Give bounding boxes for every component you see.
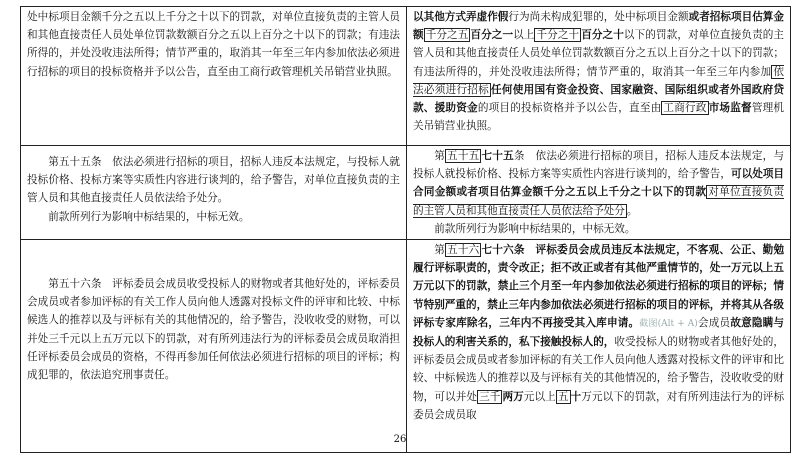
original-text-cell (21, 7, 407, 146)
original-article-55-clause-2: 前款所列行为影响中标结果的，中标无效。 (48, 210, 250, 223)
added-text: 七十五 (481, 150, 514, 162)
text-segment: 以上 (513, 29, 535, 42)
page-number: 26 (393, 434, 407, 445)
added-text: 可以处项目合同金额或者项目估算金额千分之五以上千分之十以下的罚款 (413, 168, 785, 199)
deleted-text-box: 千分之十 (536, 29, 580, 42)
text-segment: 会成员 (697, 316, 731, 329)
added-text: 十 (570, 390, 582, 403)
original-article-56: 第五十六条 评标委员会成员收受投标人的财物或者其他好处的，评标委员会成员或者参加评标的有关工作人员向他人透露对投标文件的评审和比较、中标候选人的推荐以及与评标有关的其他情况的，给予警告，没收收受的财物，可以并处三千元以上五万元以下的罚款，对有所列违法行为的评标委员会成员取消担任评标委员会成员的资格，不得再参加任何依法必须进行招标的项目的评标；构成犯罪的，依法追究刑事责任。 (27, 278, 400, 382)
deleted-text-box: 依法必须进行招标 (413, 65, 784, 96)
added-text: 两万 (502, 390, 524, 403)
original-text-cell (21, 146, 407, 240)
added-text: 故意隐瞒与投标人的利害关系的，私下接触投标人的， (413, 316, 785, 349)
deleted-text-box: 千分之五 (425, 29, 469, 42)
text-segment: 元以上 (523, 390, 556, 403)
table-row (21, 240, 791, 453)
revised-article-75-clause-2: 前款所列行为影响中标结果的，中标无效。 (434, 222, 636, 235)
text-segment: 条 依法必须进行招标的项目，招标人违反本法规定，与投标人就投标价格、投标方案等实质性内容进行谈判的，给予警告， (413, 150, 785, 181)
deleted-text-box: 三千 (479, 390, 501, 403)
revised-article-75 (413, 147, 784, 220)
added-text: 以其他方式弄虚作假 (413, 11, 509, 23)
added-text: 或者招标项目估算金额 (413, 11, 785, 42)
revised-article-76 (413, 241, 784, 424)
revised-text-cell (407, 240, 791, 453)
text-segment: 以下的罚款，对单位直接负责的主管人员和其他直接责任人员处单位罚款数额百分之五以上百分之十以下的罚款；有违法所得的，并处没收违法所得；情节严重的，取消其一年至三年内参加 (413, 29, 785, 78)
original-article-54-continued: 处中标项目金额千分之五以上千分之十以下的罚款，对单位直接负责的主管人员和其他直接责任人员处单位罚款数额百分之五以上百分之十以下的罚款；有违法所得的，并处没收违法所得；情节严重的，取消其一年至三年内参加依法必须进行招标的项目的投标资格并予以公告，直至由工商行政管理机关吊销营业执照。 (27, 11, 400, 78)
text-segment: 第 (434, 244, 446, 257)
table-row (21, 7, 791, 146)
added-text: 百分之一 (470, 29, 514, 42)
deleted-text-box: 对单位直接负责的主管人员和其他直接责任人员依法给予处分 (413, 186, 785, 217)
original-article-55: 第五十五条 依法必须进行招标的项目，招标人违反本法规定，与投标人就投标价格、投标方案等实质性内容进行谈判的，给予警告，对单位直接负责的主管人员和其他直接责任人员依法给予处分。 (27, 156, 400, 205)
comparison-table (20, 6, 791, 453)
deleted-text-box: 五十六 (447, 244, 480, 257)
added-text: 百分之十 (581, 29, 624, 42)
text-segment: 。 (626, 204, 638, 217)
revised-text-cell (407, 146, 791, 240)
text-segment: 的项目的投标资格并予以公告，直至由 (477, 102, 662, 115)
revised-article-54-continued (413, 8, 784, 135)
table-row (21, 146, 791, 240)
text-segment: 万元以下的罚款，对有所列违法行为的评标委员会成员取 (413, 390, 785, 421)
screenshot-tooltip: 截图(Alt + A) (639, 318, 698, 329)
original-text-cell (21, 240, 407, 453)
deleted-text-box: 五 (557, 390, 569, 403)
added-text: 条 评标委员会成员违反本法规定，不客观、公正、勤勉履行评标职责的，责令改正；拒不改正或者有其他严重情节的，处一万元以上五万元以下的罚款，禁止三个月至一年内参加依法必须进行招标的项目的评标；情节特别严重的，禁止三年内参加依法必须进行招标的项目的评标，并将其从各级评标专家库除名，三年内不再接受其入库申请。 (413, 244, 785, 329)
text-segment: 行为尚未构成犯罪的，处中标项目金额 (508, 11, 689, 23)
text-segment: 第 (434, 150, 446, 162)
added-text: 任何使用国有资金投资、国家融资、国际组织或者外国政府贷款、援助资金 (413, 83, 785, 115)
added-text: 七十六 (481, 244, 514, 257)
deleted-text-box: 五十五 (447, 150, 480, 162)
text-segment: 管理机关吊销营业执照。 (413, 102, 785, 133)
deleted-text-box: 工商行政 (663, 102, 707, 115)
revised-text-cell (407, 7, 791, 146)
added-text: 市场监督 (708, 102, 752, 115)
text-segment: 收受投标人的财物或者其他好处的，评标委员会成员或者参加评标的有关工作人员向他人透露对投标文件的评审和比较、中标候选人的推荐以及与评标有关的其他情况的，给予警告，没收收受的财物，可以并处 (413, 336, 785, 403)
